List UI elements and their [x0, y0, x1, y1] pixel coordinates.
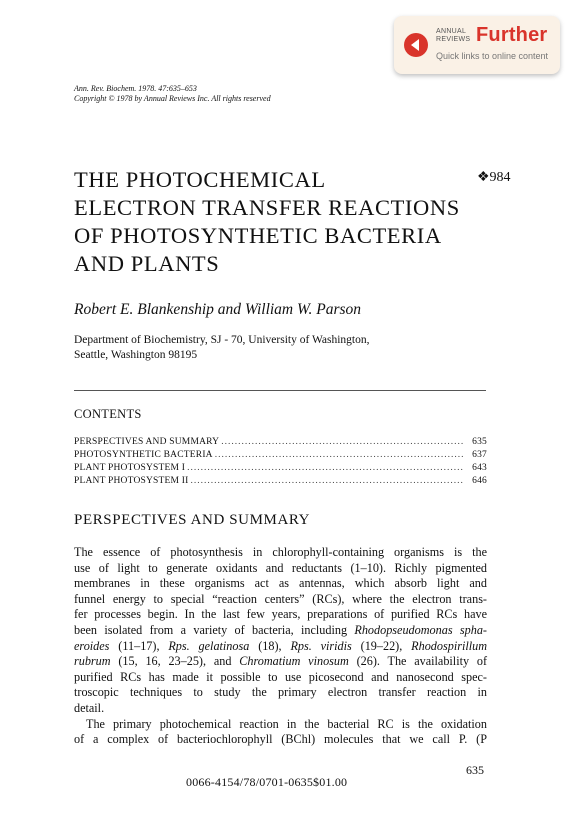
section-heading: PERSPECTIVES AND SUMMARY — [74, 512, 311, 528]
body-line: detail. — [74, 700, 105, 715]
body-paragraphs — [74, 545, 487, 748]
body-line: troscopic techniques to study the primary electron transfer reaction in — [74, 685, 487, 700]
further-wordmark: Further — [476, 24, 548, 46]
contents-heading: CONTENTS — [74, 407, 142, 421]
body-line: purified RCs has made it possible to use picosecond and nanosecond spec- — [74, 669, 487, 684]
toc-entry[interactable] — [74, 450, 487, 462]
further-badge[interactable] — [394, 16, 560, 74]
toc-page: 643 — [472, 463, 487, 473]
toc-entry[interactable] — [74, 463, 487, 475]
toc-title: PHOTOSYNTHETIC BACTERIA — [74, 450, 213, 460]
affiliation-line: Department of Biochemistry, SJ - 70, University of Washington, — [74, 334, 370, 346]
article-code: 0066-4154/78/0701-0635$01.00 — [186, 775, 348, 789]
toc-leader — [185, 463, 463, 473]
toc-entry[interactable] — [74, 437, 487, 449]
toc-leader — [219, 437, 463, 447]
body-line: The primary photochemical reaction in the bacterial RC is the oxidation — [86, 716, 487, 731]
toc-title: PLANT PHOTOSYSTEM I — [74, 463, 186, 473]
publisher-wordmark: ANNUAL REVIEWS — [436, 28, 471, 43]
toc-leader — [213, 450, 463, 460]
citation-line: Ann. Rev. Biochem. 1978. 47:635–653 — [74, 84, 197, 93]
toc-leader — [189, 476, 464, 486]
body-line: use of light to generate oxidants and reductants (1–10). Richly pigmented — [74, 560, 487, 575]
article-id: ❖984 — [477, 170, 511, 185]
body-line: eroides (11–17), Rps. gelatinosa (18), Rps. viridis (19–22), Rhodospirillum — [74, 638, 487, 653]
authors: Robert E. Blankenship and William W. Parson — [74, 301, 362, 318]
body-line: fer processes begin. In the last few years, preparations of purified RCs have — [74, 607, 487, 622]
toc-page: 635 — [472, 437, 487, 447]
copyright-line: Copyright © 1978 by Annual Reviews Inc. All rights reserved — [74, 94, 271, 103]
divider — [74, 390, 486, 391]
body-line: funnel energy to special “reaction centers” (RCs), where the electron trans- — [74, 591, 487, 606]
body-line: membranes in these organisms act as antennas, which absorb light and — [74, 576, 487, 591]
body-line: of a complex of bacteriochlorophyll (BChl) molecules that we call P. (P — [74, 732, 487, 747]
badge-subtitle: Quick links to online content — [436, 51, 549, 61]
toc-title: PLANT PHOTOSYSTEM II — [74, 476, 189, 486]
toc-title: PERSPECTIVES AND SUMMARY — [74, 437, 220, 447]
article-title: THE PHOTOCHEMICAL ELECTRON TRANSFER REACTIONS OF PHOTOSYNTHETIC BACTERIA AND PLANTS — [74, 167, 460, 276]
page-number: 635 — [466, 763, 484, 777]
body-line: The essence of photosynthesis in chlorophyll-containing organisms is the — [74, 545, 487, 559]
toc-entry[interactable] — [74, 476, 487, 488]
play-back-icon — [404, 33, 428, 57]
toc-page: 637 — [472, 450, 487, 460]
affiliation-line: Seattle, Washington 98195 — [74, 349, 198, 361]
body-line: been isolated from a variety of bacteria, including Rhodopseudomonas spha- — [74, 622, 487, 637]
toc-page: 646 — [472, 476, 487, 486]
body-line: rubrum (15, 16, 23–25), and Chromatium vinosum (26). The availability of — [74, 654, 487, 669]
